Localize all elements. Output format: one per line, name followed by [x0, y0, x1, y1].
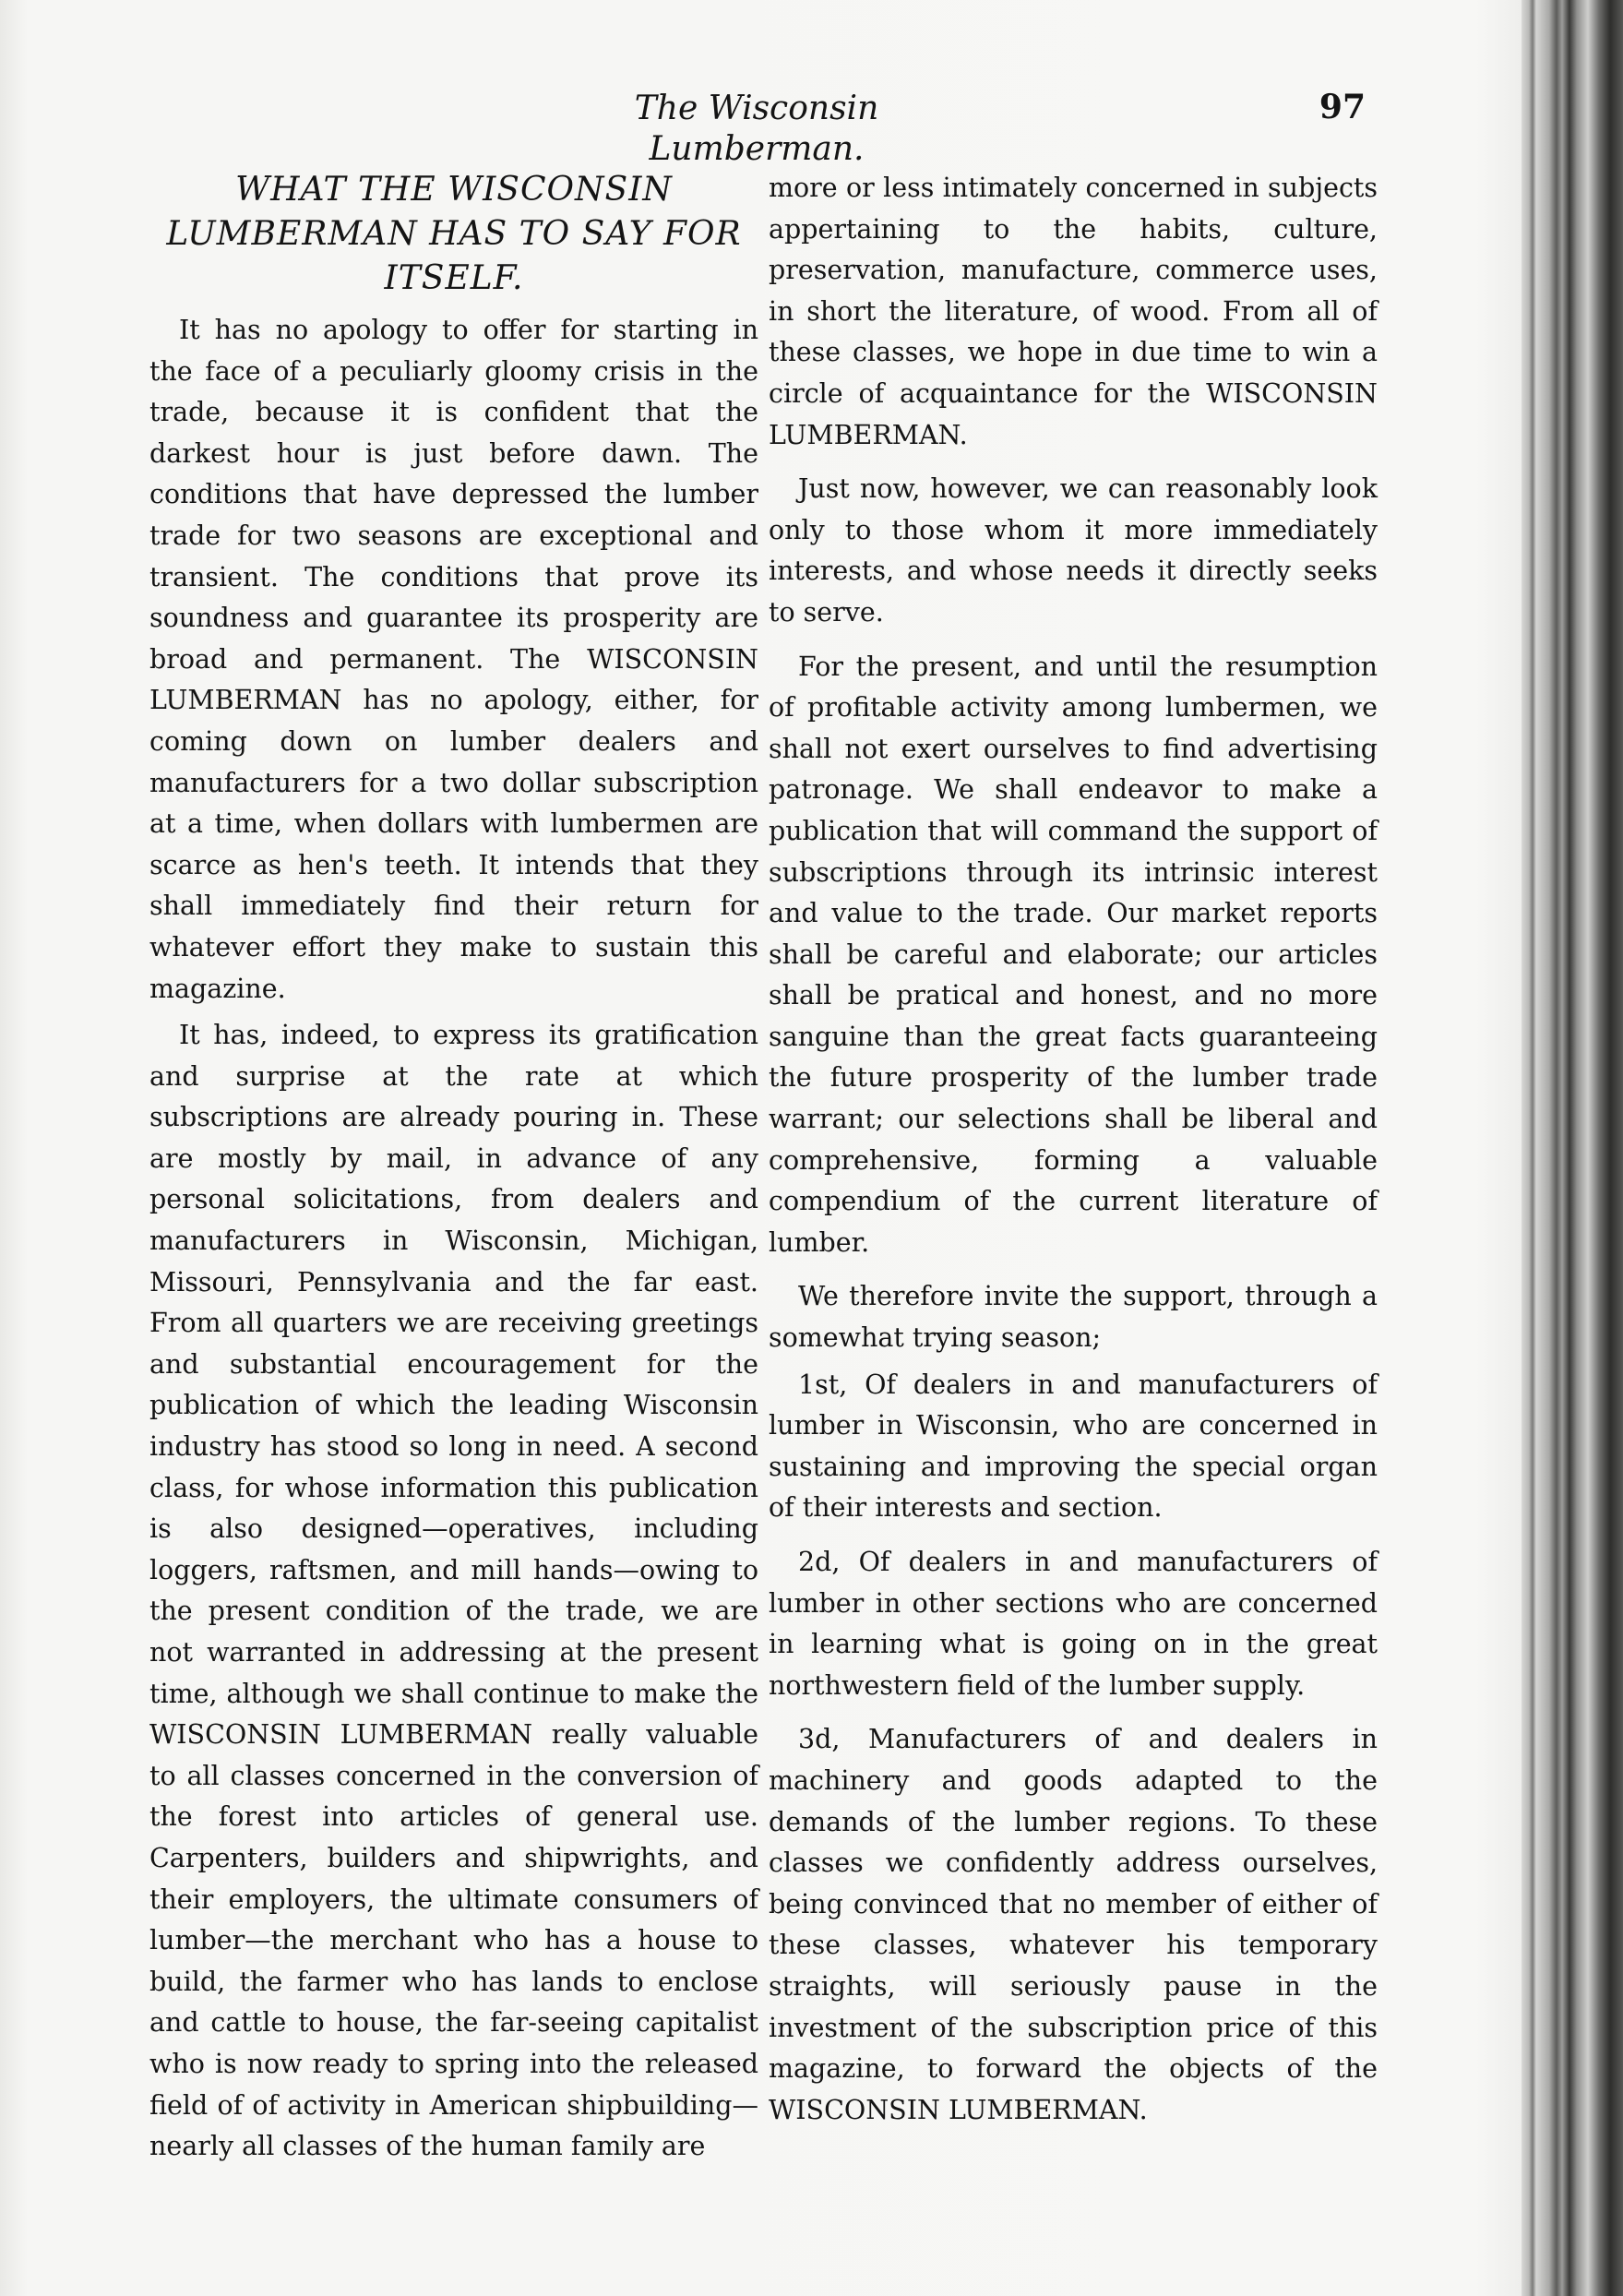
paragraph-invite-support: We therefore invite the support, through a somewhat trying season; [769, 1281, 1378, 1354]
paragraph-gratification: It has, indeed, to express its gratification and surprise at the rate at which subscriptions are already pouring in. These are mostly by mail, in advance of any personal solicitations, from dealers and manufacturers in Wisconsin, Michigan, Missouri, Pennsylvania and the far east. From all quarters we are receiving greetings and substantial encouragement for the publication of which the leading Wisconsin industry has stood so long in need. A second class, for whose information this publication is also designed—operatives, including loggers, raftsmen, and mill hands—owing to the present condition of the trade, we are not warranted in addressing at the present time, although we shall continue to make the WISCONSIN LUMBERMAN really valuable to all classes concerned in the conversion of the forest into articles of general use. Carpenters, builders and shipwrights, and their employers, the ultimate consumers of lumber—the merchant who has a house to build, the farmer who has lands to enclose and cattle to house, the far-seeing capitalist who is now ready to spring into the released field of of activity in American shipbuilding—nearly all classes of the human family are [149, 1020, 758, 2162]
paragraph-for-the-present: For the present, and until the resumption of profitable activity among lumbermen, we shall not exert ourselves to find advertising patronage. We shall endeavor to make a publication that will command the support of subscriptions through its intrinsic interest and value to the trade. Our market reports shall be careful and elaborate; our articles shall be pratical and honest, and no more sanguine than the great facts guaranteeing the future prosperity of the lumber trade warrant; our selections shall be liberal and comprehensive, forming a valuable compendium of the current literature of lumber. [769, 651, 1378, 1258]
paragraph-continuation: more or less intimately concerned in subjects appertaining to the habits, culture, preservation, manufacture, commerce uses, in short the literature, of wood. From all of these classes, we hope in due time to win a circle of acquaintance for the WISCONSIN LUMBERMAN. [769, 173, 1378, 450]
paragraph-third-class: 3d, Manufacturers of and dealers in machinery and goods adapted to the demands of the lumber regions. To these classes we confidently address ourselves, being convinced that no member of either of these classes, whatever his temporary straights, will seriously pause in the investment of the subscription price of this magazine, to forward the objects of the WISCONSIN LUMBERMAN. [769, 1724, 1378, 2125]
page-number: 97 [1319, 88, 1366, 126]
book-binding-edge [1522, 0, 1623, 2296]
article-title: WHAT THE WISCONSIN LUMBERMAN HAS TO SAY FOR ITSELF. [166, 171, 742, 297]
paragraph-first-class: 1st, Of dealers in and manufacturers of lumber in Wisconsin, who are concerned in sustaining and improving the special organ of their interests and section. [769, 1369, 1378, 1524]
running-title: The Wisconsin Lumberman. [634, 90, 879, 168]
right-column [769, 168, 1378, 2136]
paragraph-second-class: 2d, Of dealers in and manufacturers of lumber in other sections who are concerned in learning what is going on in the great northwestern field of the lumber supply. [769, 1547, 1378, 1701]
left-column [149, 168, 758, 2173]
paragraph-no-apology: It has no apology to offer for starting in the face of a peculiarly gloomy crisis in the trade, because it is confident that the darkest hour is just before dawn. The conditions that have depressed the lumber trade for two seasons are exceptional and transient. The conditions that prove its soundness and guarantee its prosperity are broad and permanent. The WISCONSIN LUMBERMAN has no apology, either, for coming down on lumber dealers and manufacturers for a two dollar subscription at a time, when dollars with lumbermen are scarce as hen's teeth. It intends that they shall immediately find their return for whatever effort they make to sustain this magazine. [149, 315, 758, 1004]
paragraph-just-now: Just now, however, we can reasonably look only to those whom it more immediately interests, and whose needs it directly seeks to serve. [769, 473, 1378, 628]
